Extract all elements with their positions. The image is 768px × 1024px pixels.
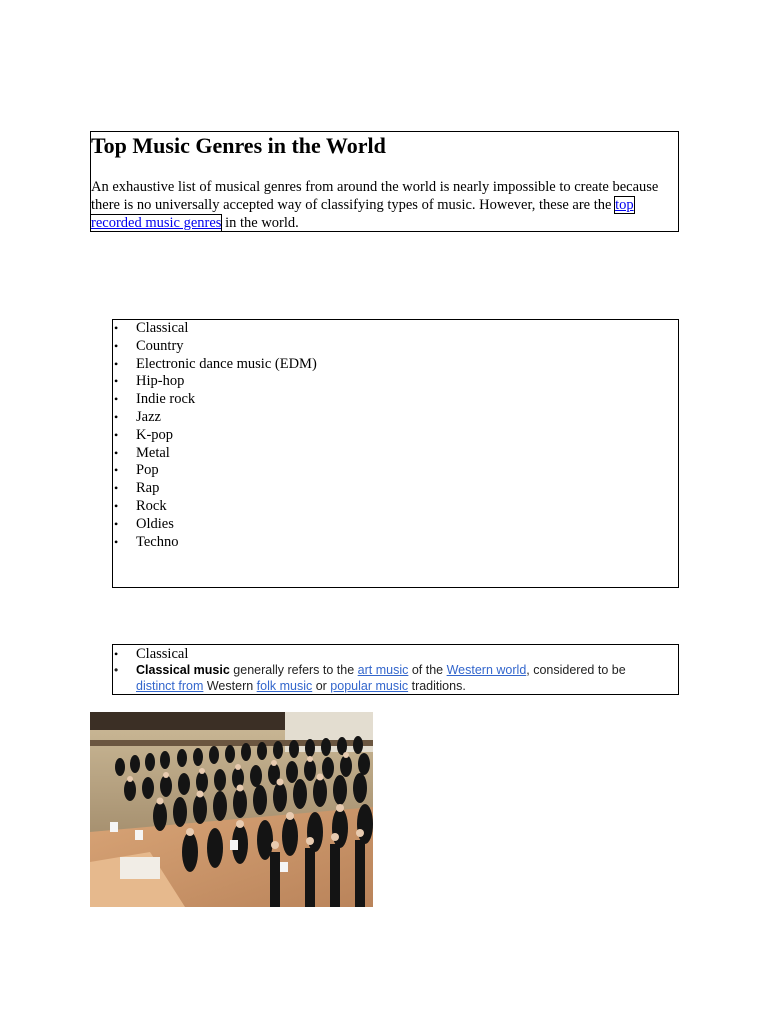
description-text: Western	[203, 679, 257, 693]
bullet-icon: •	[114, 663, 119, 677]
list-item	[113, 373, 317, 391]
bullet-icon: •	[114, 409, 119, 424]
genre-label: Country	[136, 337, 184, 354]
intro-paragraph	[91, 178, 677, 232]
genre-label: Hip-hop	[136, 373, 185, 390]
classical-heading: Classical	[136, 646, 189, 662]
list-item	[113, 516, 317, 534]
description-text: traditions.	[408, 679, 466, 693]
list-item	[113, 391, 317, 409]
genre-label: Jazz	[136, 408, 161, 425]
list-item	[113, 480, 317, 498]
genre-label: Electronic dance music (EDM)	[136, 355, 317, 372]
distinct-from-link[interactable]: distinct from	[136, 679, 204, 693]
bullet-icon: •	[114, 427, 119, 442]
genres-list-box	[112, 319, 679, 588]
list-item	[113, 409, 317, 427]
intro-text-end: in the world.	[221, 215, 299, 231]
list-item	[113, 338, 317, 356]
intro-section	[90, 131, 679, 232]
genre-label: Rap	[136, 480, 160, 497]
classical-term: Classical music	[136, 663, 230, 677]
classical-description	[113, 662, 656, 694]
classical-list	[113, 646, 656, 694]
page-title: Top Music Genres in the World	[91, 133, 386, 158]
description-text: , considered to be	[526, 663, 626, 677]
bullet-icon: •	[114, 338, 119, 353]
genre-label: Pop	[136, 462, 159, 479]
description-text: or	[312, 679, 331, 693]
western-world-link[interactable]: Western world	[446, 663, 527, 677]
genre-label: Rock	[136, 497, 167, 514]
bullet-icon: •	[114, 498, 119, 513]
bullet-icon: •	[114, 374, 119, 389]
intro-text-start: An exhaustive list of musical genres from around the world is nearly impossible to create because there is no universally accepted way of classifying types of music. However, these are the	[91, 179, 659, 213]
list-item	[113, 320, 317, 338]
bullet-icon: •	[114, 445, 119, 460]
list-item	[113, 498, 317, 516]
bullet-icon: •	[114, 392, 119, 407]
folk-music-link[interactable]: folk music	[256, 679, 313, 693]
bullet-icon: •	[114, 647, 119, 661]
description-text: of the	[408, 663, 447, 677]
classical-section	[112, 644, 679, 695]
list-item	[113, 462, 317, 480]
list-item	[113, 356, 317, 374]
list-item	[113, 646, 656, 662]
bullet-icon: •	[114, 463, 119, 478]
bullet-icon: •	[114, 321, 119, 335]
description-text: generally refers to the	[229, 663, 358, 677]
genres-list	[113, 320, 317, 551]
list-item	[113, 445, 317, 463]
genre-label: Metal	[136, 444, 170, 461]
genre-label: K-pop	[136, 426, 174, 443]
orchestra-photo	[90, 712, 373, 907]
genre-label: Classical	[136, 320, 189, 336]
genre-label: Indie rock	[136, 391, 196, 408]
art-music-link[interactable]: art music	[357, 663, 409, 677]
orchestra-image	[90, 712, 373, 907]
top-genres-link[interactable]: top recorded music genres	[91, 197, 634, 231]
bullet-icon: •	[114, 356, 119, 371]
genre-label: Oldies	[136, 515, 174, 532]
genre-label: Techno	[136, 533, 179, 550]
popular-music-link[interactable]: popular music	[330, 679, 409, 693]
list-item	[113, 534, 317, 552]
bullet-icon: •	[114, 516, 119, 531]
list-item	[113, 427, 317, 445]
bullet-icon: •	[114, 481, 119, 496]
bullet-icon: •	[114, 534, 119, 549]
